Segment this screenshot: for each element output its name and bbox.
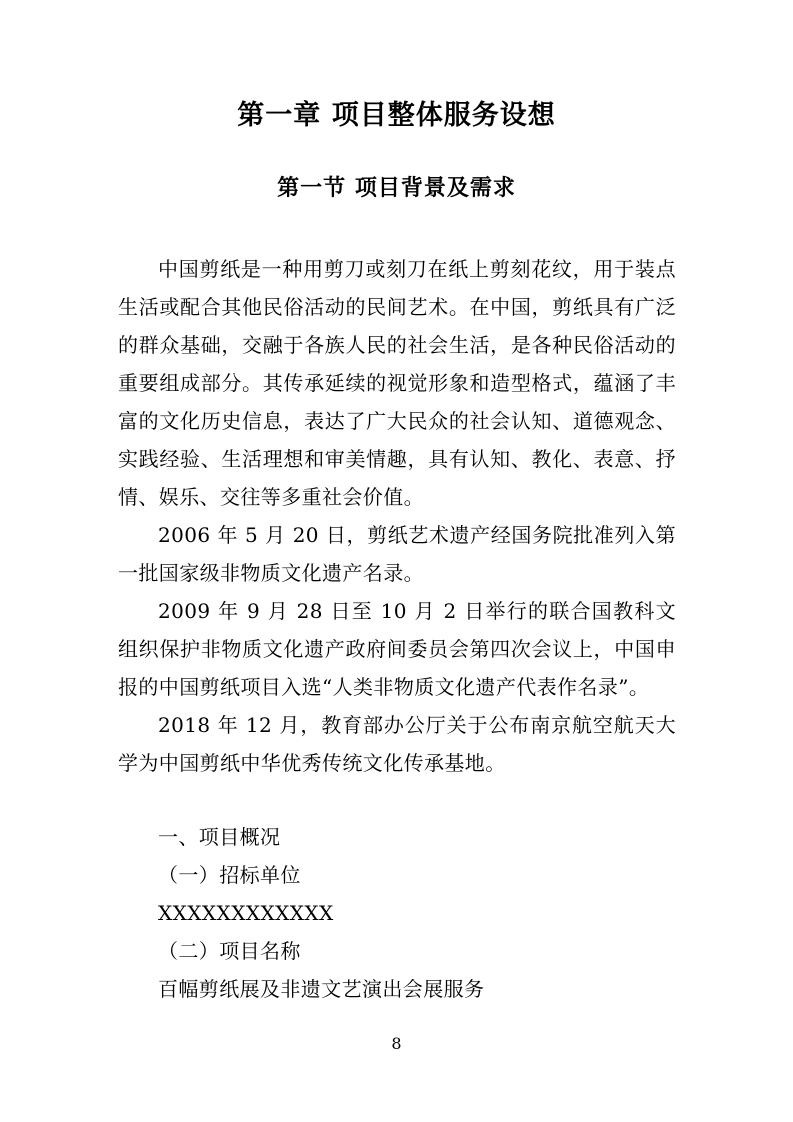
chapter-title: 第一章 项目整体服务设想: [237, 100, 556, 131]
page-number: 8: [391, 1034, 402, 1053]
project-name-value: 百幅剪纸展及非遗文艺演出会展服务: [158, 977, 485, 1001]
paragraph-2006: 2006 年 5 月 20 日，剪纸艺术遗产经国务院批准列入第一批国家级非物质文化遗产名录。: [118, 523, 676, 585]
overview-heading: 一、项目概况: [158, 825, 281, 849]
project-name-label: （二）项目名称: [158, 939, 301, 963]
tender-unit-value: XXXXXXXXXXXX: [158, 901, 334, 925]
paragraph-2018: 2018 年 12 月，教育部办公厅关于公布南京航空航天大学为中国剪纸中华优秀传统文化传承基地。: [118, 713, 676, 775]
spacer: [118, 782, 676, 818]
paragraph-papercut-intro: 中国剪纸是一种用剪刀或刻刀在纸上剪刻花纹，用于装点生活或配合其他民俗活动的民间艺术。在中国，剪纸具有广泛的群众基础，交融于各族人民的社会生活，是各种民俗活动的重要组成部分。其传承延续的视觉形象和造型格式，蕴涵了丰富的文化历史信息，表达了广大民众的社会认知、道德观念、实践经验、生活理想和审美情趣，具有认知、教化、表意、抒情、娱乐、交往等多重社会价值。: [118, 257, 676, 509]
paragraph-2009: 2009 年 9 月 28 日至 10 月 2 日举行的联合国教科文组织保护非物质文化遗产政府间委员会第四次会议上，中国申报的中国剪纸项目入选“人类非物质文化遗产代表作名录”。: [118, 599, 676, 699]
tender-unit-label: （一）招标单位: [158, 863, 301, 887]
document-body: [118, 250, 676, 1008]
section-title: 第一节 项目背景及需求: [277, 176, 516, 201]
